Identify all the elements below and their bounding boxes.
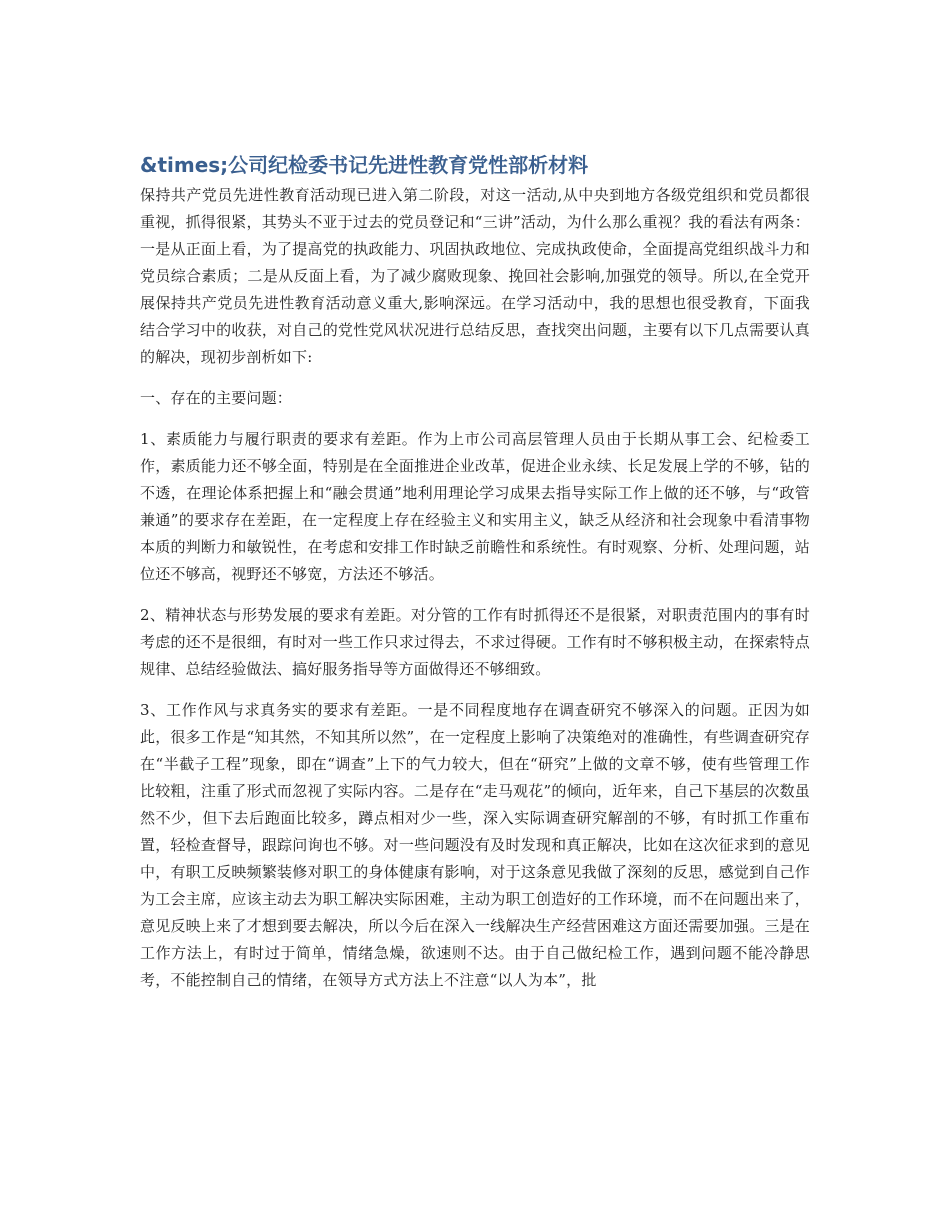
- document-title: &times;公司纪检委书记先进性教育党性部析材料: [140, 153, 589, 177]
- issue-paragraph-3: 3、工作作风与求真务实的要求有差距。一是不同程度地存在调查研究不够深入的问题。正因为如此，很多工作是“知其然，不知其所以然”，在一定程度上影响了决策绝对的准确性，有些调查研究存在“半截子工程”现象，即在“调查”上下的气力较大，但在“研究”上做的文章不够，使有些管理工作比较粗，注重了形式而忽视了实际内容。二是存在“走马观花”的倾向，近年来，自己下基层的次数虽然不少，但下去后跑面比较多，蹲点相对少一些，深入实际调查研究解剖的不够，有时抓工作重布置，轻检查督导，跟踪问询也不够。对一些问题没有及时发现和真正解决，比如在这次征求到的意见中，有职工反映频繁装修对职工的身体健康有影响，对于这条意见我做了深刻的反思，感觉到自己作为工会主席，应该主动去为职工解决实际困难，主动为职工创造好的工作环境，而不在问题出来了，意见反映上来了才想到要去解决，所以今后在深入一线解决生产经营困难这方面还需要加强。三是在工作方法上，有时过于简单，情绪急燥，欲速则不达。由于自己做纪检工作，遇到问题不能冷静思考，不能控制自己的情绪，在领导方式方法上不注意“以人为本”，批: [140, 701, 810, 989]
- issue-paragraph-2: 2、精神状态与形势发展的要求有差距。对分管的工作有时抓得还不是很紧，对职责范围内的事有时考虑的还不是很细，有时对一些工作只求过得去，不求过得硬。工作有时不够积极主动，在探索特点规律、总结经验做法、搞好服务指导等方面做得还不够细致。: [140, 606, 810, 678]
- intro-paragraph: 保持共产党员先进性教育活动现已进入第二阶段，对这一活动,从中央到地方各级党组织和党员都很重视，抓得很紧，其势头不亚于过去的党员登记和“三讲”活动，为什么那么重视？我的看法有两条：一是从正面上看，为了提高党的执政能力、巩固执政地位、完成执政使命，全面提高党组织战斗力和党员综合素质；二是从反面上看，为了减少腐败现象、挽回社会影响,加强党的领导。所以,在全党开展保持共产党员先进性教育活动意义重大,影响深远。在学习活动中，我的思想也很受教育，下面我结合学习中的收获，对自己的党性党风状况进行总结反思，查找突出问题，主要有以下几点需要认真的解决，现初步剖析如下:: [140, 186, 810, 366]
- document-body: [140, 150, 810, 1008]
- issue-paragraph-1: 1、素质能力与履行职责的要求有差距。作为上市公司高层管理人员由于长期从事工会、纪检委工作，素质能力还不够全面，特别是在全面推进企业改革，促进企业永续、长足发展上学的不够，钻的不透，在理论体系把握上和“融会贯通”地利用理论学习成果去指导实际工作上做的还不够，与“政管兼通”的要求存在差距，在一定程度上存在经验主义和实用主义，缺乏从经济和社会现象中看清事物本质的判断力和敏锐性，在考虑和安排工作时缺乏前瞻性和系统性。有时观察、分析、处理问题，站位还不够高，视野还不够宽，方法还不够活。: [140, 430, 810, 583]
- section-heading: 一、存在的主要问题：: [140, 389, 293, 407]
